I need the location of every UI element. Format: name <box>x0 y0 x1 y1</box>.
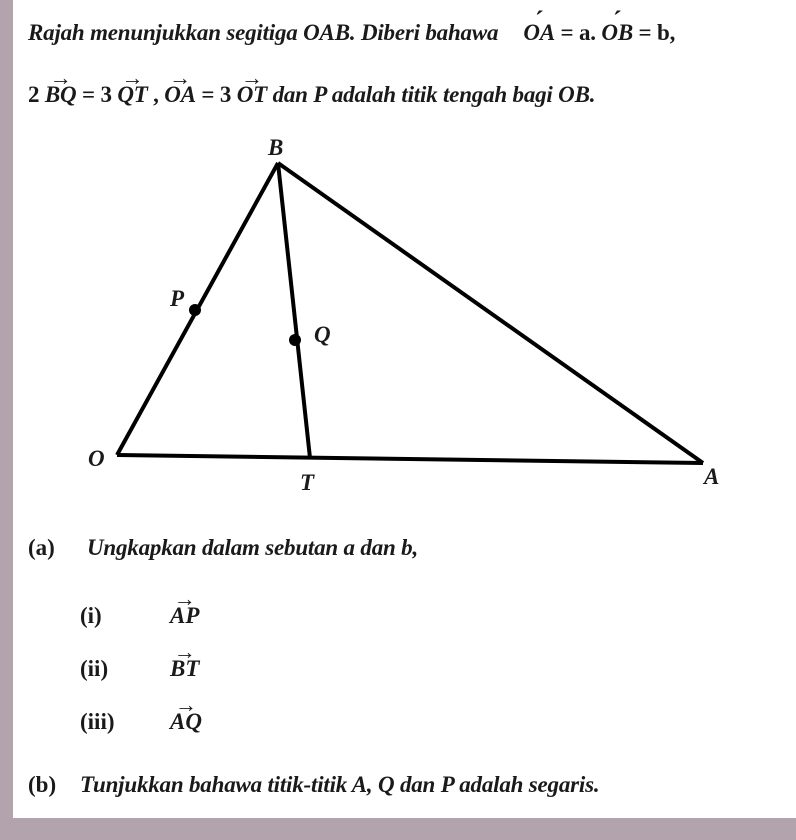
label-q: Q <box>314 322 331 347</box>
vector-qt: → QT <box>117 82 147 108</box>
comma: , <box>153 82 159 107</box>
label-a: A <box>704 464 720 489</box>
equals-3b: = 3 <box>201 82 232 107</box>
item-ii-vector: → BT <box>170 656 199 682</box>
vector-bq: → BQ <box>45 82 77 108</box>
vector-oa-2: → OA <box>164 82 196 108</box>
intro-tail: dan P adalah titik tengah bagi OB. <box>272 82 596 107</box>
vector-ot: → OT <box>237 82 267 108</box>
item-iii-vector: → AQ <box>170 709 202 735</box>
equals-a: = a. <box>560 20 596 45</box>
item-i-vector: → AP <box>170 603 199 629</box>
vector-oa: ´ OA <box>523 20 555 46</box>
segment-bt <box>278 163 310 458</box>
side-ba <box>278 163 703 463</box>
label-b: B <box>268 135 284 160</box>
item-i-num: (i) <box>80 603 102 628</box>
part-b-label: (b) <box>28 772 57 797</box>
item-iii-num: (iii) <box>80 709 115 734</box>
point-q-dot <box>289 334 301 346</box>
vector-ob: ´ OB <box>601 20 633 46</box>
intro-text: Rajah menunjukkan segitiga OAB. Diberi bahawa <box>28 20 499 45</box>
part-a-instruction: Ungkapkan dalam sebutan a dan b, <box>87 535 418 560</box>
bottom-border <box>0 818 796 840</box>
part-a-label: (a) <box>28 535 55 560</box>
point-p-dot <box>189 304 201 316</box>
side-oa <box>117 455 703 463</box>
label-o: O <box>88 446 105 471</box>
label-t: T <box>300 470 315 495</box>
equals-b: = b, <box>638 20 676 45</box>
equals-3: = 3 <box>82 82 112 107</box>
label-p: P <box>170 286 185 311</box>
part-b-instruction: Tunjukkan bahawa titik-titik A, Q dan P adalah segaris. <box>80 772 600 797</box>
coef-2: 2 <box>28 82 40 107</box>
item-ii-num: (ii) <box>80 656 109 681</box>
